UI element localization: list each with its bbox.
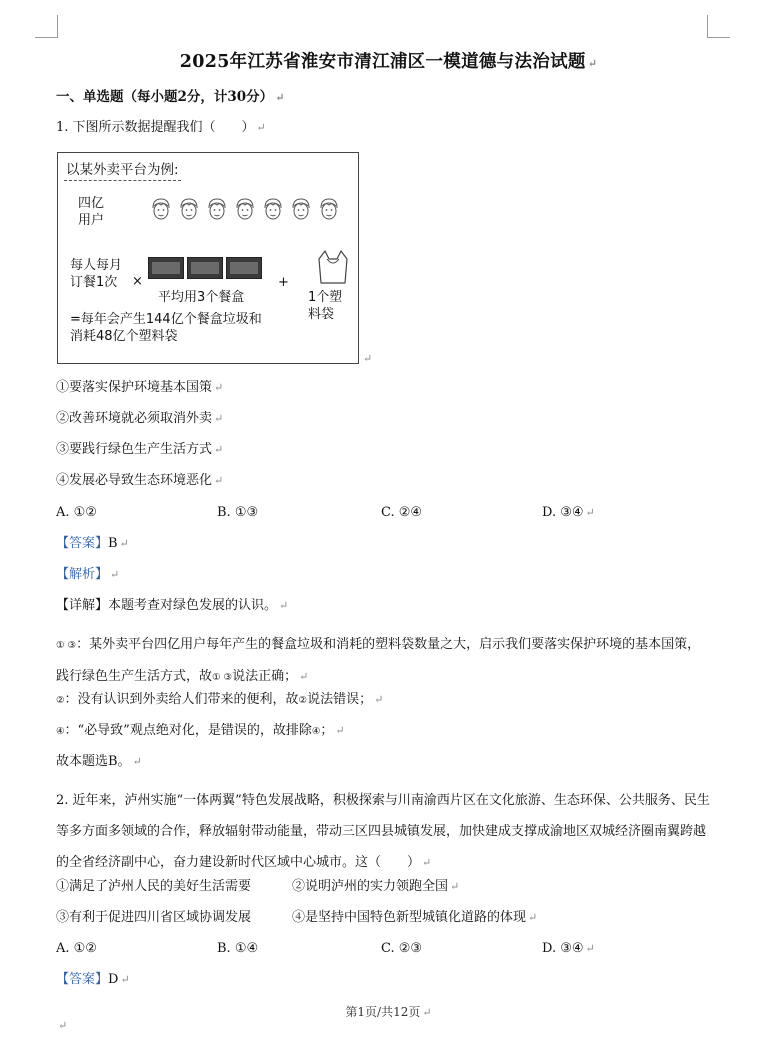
q1-option-c: C. ②④ [381,505,423,520]
plastic-bag-icon [313,247,353,287]
paragraph-mark-icon: ↵ [110,568,120,581]
paragraph-mark-icon: ↵ [299,670,309,683]
paragraph-mark-icon: ↵ [214,474,224,487]
q2-statement: ①满足了泸州人民的美好生活需要 [56,879,252,894]
statement-marks: ① ③ [212,672,233,683]
user-face-icon [178,197,200,221]
statement-marks: ④ [311,726,321,737]
page-title [0,48,777,73]
explanation-text: ：没有认识到外卖给人们带来的便利，故 [64,692,299,707]
page-title-text: 2025年江苏省淮安市清江浦区一模道德与法治试题 [179,52,586,72]
q1-figure [57,152,359,364]
paragraph-mark-icon: ↵ [422,1006,432,1019]
explanation-text: ：“必导致”观点绝对化，是错误的，故排除 [64,723,312,738]
crop-mark-top-right [707,15,730,38]
paragraph-mark-icon: ↵ [374,693,384,706]
statement-marks: ② [298,695,308,706]
paragraph-mark-icon: ↵ [120,973,130,986]
q1-statement [56,411,223,427]
q1-option-b: B. ①③ [217,505,259,520]
q1-explanation-1 [56,629,711,693]
q2-statement-text: ②说明泸州的实力领跑全国 [292,879,449,894]
meal-box-icon [226,257,262,279]
paragraph-mark-icon: ↵ [256,121,266,134]
statement-marks: ④ [56,726,65,737]
q1-option-a: A. ①② [56,505,97,520]
page-number: 第1页/共12页 [345,1005,421,1019]
q2-stem [56,785,711,878]
paragraph-mark-icon: ↵ [214,381,224,394]
figure-users-label: 四亿 用户 [78,196,105,228]
q1-analysis [56,567,119,583]
meal-box-icon [148,257,184,279]
detail-tag: 【详解】 [56,598,109,613]
statement-marks: ① ③ [56,640,77,651]
q2-option-a: A. ①② [56,941,97,956]
figure-order-label: 每人每月 订餐1次 [70,258,123,290]
figure-title: 以某外卖平台为例: [64,158,181,181]
q1-statement-text: ①要落实保护环境基本国策 [56,380,213,395]
paragraph-mark-icon: ↵ [587,57,598,70]
paragraph-mark-icon: ↵ [585,506,595,519]
statement-marks: ② [56,695,65,706]
q1-stem-text: 1. 下图所示数据提醒我们（ ） [56,120,255,135]
q2-answer [56,972,130,988]
explanation-text: 说法错误； [307,692,373,707]
times-sign: × [132,274,143,289]
q1-option-d-text: D. ③④ [542,505,584,520]
paragraph-mark-icon: ↵ [132,755,142,768]
q1-statement [56,473,223,489]
paragraph-mark-icon: ↵ [275,91,285,104]
q1-explanation-3 [56,723,345,740]
figure-boxes-label: 平均用3个餐盒 [158,290,245,305]
q2-option-c: C. ②③ [381,941,423,956]
q1-answer [56,536,129,552]
explanation-text: ； [320,723,334,738]
user-face-icon [150,197,172,221]
figure-result-text: =每年会产生144亿个餐盒垃圾和 消耗48亿个塑料袋 [70,312,262,344]
paragraph-mark-icon: ↵ [279,599,289,612]
q1-stem [56,120,266,136]
answer-tag: 【答案】 [56,536,109,551]
user-face-icon [234,197,256,221]
explanation-text: ：某外卖平台四亿用户每年产生的餐盒垃圾和消耗的塑料袋数量之大，启示我们要落实保护环境的基本国策，践行绿色生产生活方式，故 [56,637,701,684]
q2-option-d [542,941,595,957]
q1-option-d [542,505,595,521]
section-heading [56,89,284,106]
user-face-icon [290,197,312,221]
explanation-text: 说法正确； [232,669,298,684]
q1-statement-text: ③要践行绿色生产生活方式 [56,442,213,457]
paragraph-mark-icon: ↵ [214,412,224,425]
paragraph-mark-icon: ↵ [422,856,432,869]
q2-stem-text: 2. 近年来，泸州实施“一体两翼”特色发展战略，积极探索与川南渝西片区在文化旅游、生态环保、公共服务、民生等多方面多领域的合作，释放辐射带动能量，带动三区四县城镇发展，加快建成支撑成渝地区双城经济圈南翼跨越的全省经济副中心，奋力建设新时代区域中心城市。这（ ） [56,793,710,870]
q2-statement-text: ④是坚持中国特色新型城镇化道路的体现 [292,910,527,925]
q2-statement [292,910,537,926]
q1-statement [56,380,223,396]
answer-value: D [108,972,119,987]
detail-text: 本题考查对绿色发展的认识。 [108,598,278,613]
user-face-icon [206,197,228,221]
paragraph-mark-icon: ↵ [58,1019,68,1032]
q1-statement [56,442,223,458]
q1-statement-text: ②改善环境就必须取消外卖 [56,411,213,426]
paragraph-mark-icon: ↵ [363,352,373,365]
q1-detail [56,598,288,614]
section-heading-text: 一、单选题（每小题2分，计30分） [56,89,274,105]
q1-conclusion [56,754,142,770]
paragraph-mark-icon: ↵ [335,724,345,737]
paragraph-mark-icon: ↵ [450,880,460,893]
user-face-icon [318,197,340,221]
figure-bag-label: 1个塑 料袋 [308,290,343,322]
crop-mark-top-left [35,15,58,38]
meal-box-icon [187,257,223,279]
user-face-icon [262,197,284,221]
q2-option-d-text: D. ③④ [542,941,584,956]
analysis-tag: 【解析】 [56,567,109,582]
paragraph-mark-icon: ↵ [119,537,129,550]
paragraph-mark-icon: ↵ [214,443,224,456]
q1-statement-text: ④发展必导致生态环境恶化 [56,473,213,488]
plus-sign: + [278,275,289,290]
answer-tag: 【答案】 [56,972,109,987]
paragraph-mark-icon: ↵ [528,911,538,924]
paragraph-mark-icon: ↵ [585,942,595,955]
page-footer [0,1003,777,1020]
q2-statement [292,879,459,895]
q2-option-b: B. ①④ [217,941,259,956]
conclusion-text: 故本题选B。 [56,754,131,769]
q2-statement: ③有利于促进四川省区域协调发展 [56,910,252,925]
answer-value: B [108,536,118,551]
q1-explanation-2 [56,692,383,709]
